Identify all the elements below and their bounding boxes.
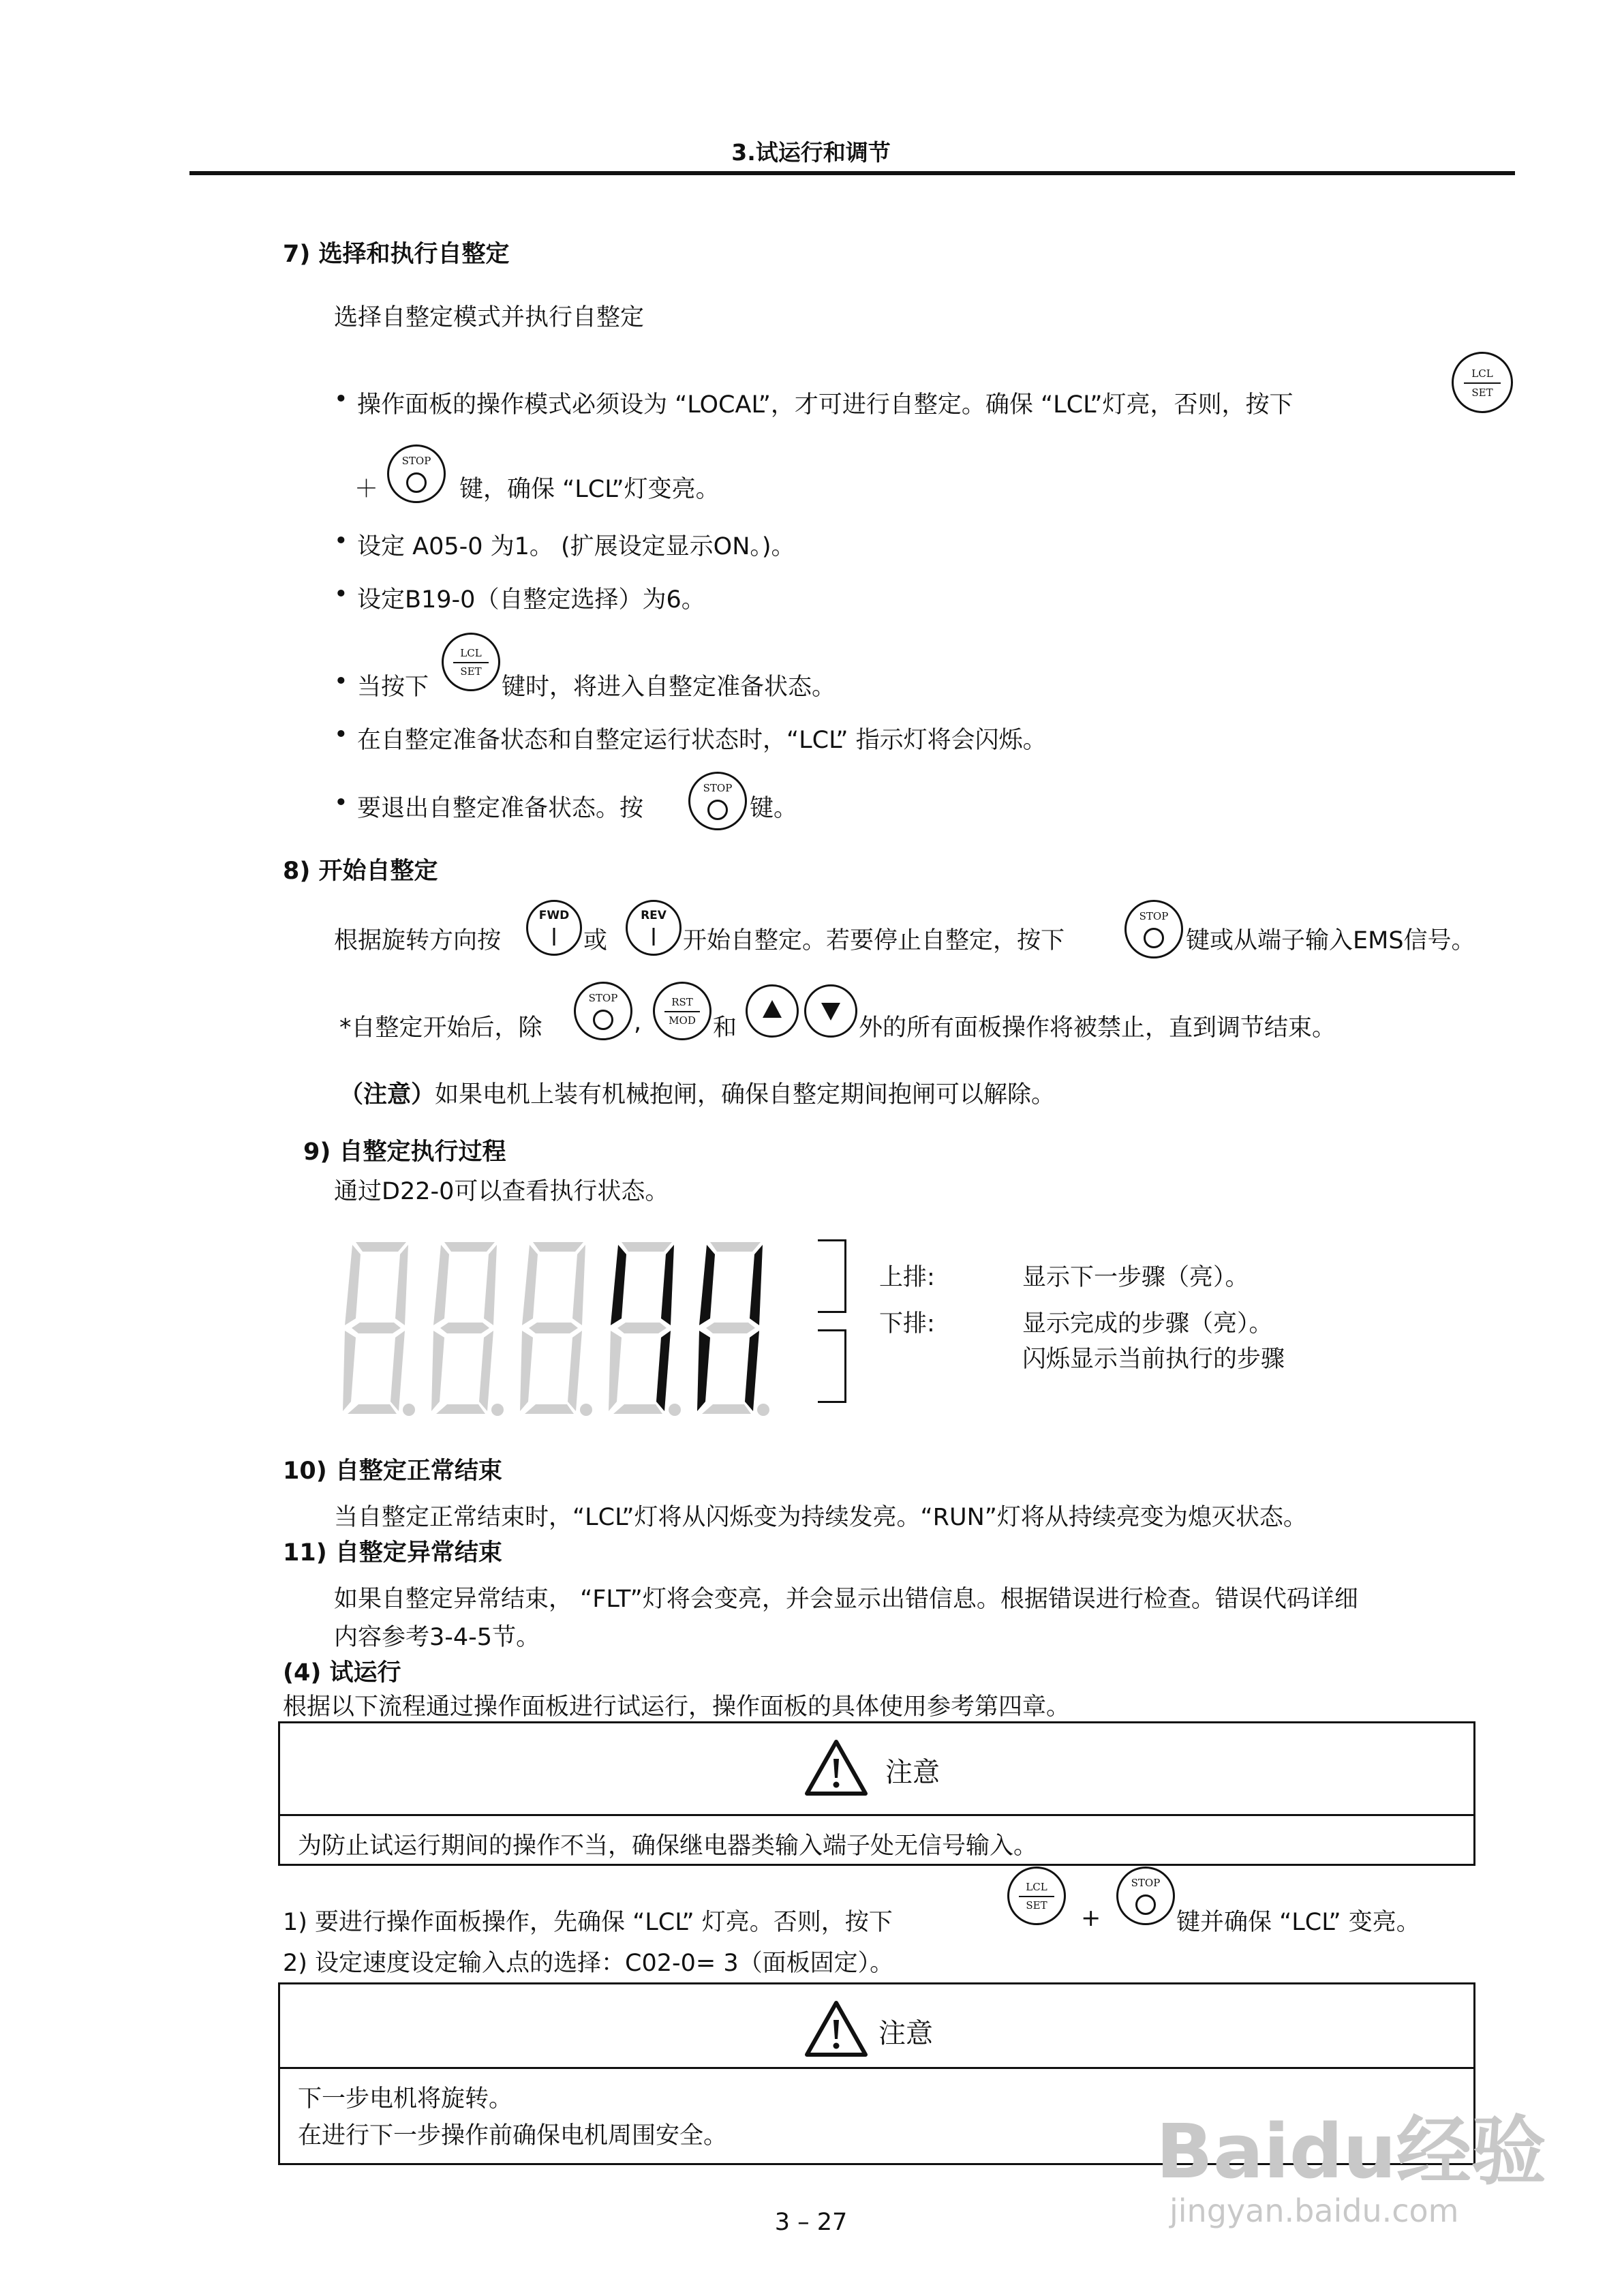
section-11-text-2: 内容参考3-4-5节。 xyxy=(334,1624,540,1651)
plus-sign: ＋ xyxy=(354,476,379,503)
decimal-point xyxy=(669,1404,681,1416)
key-label: STOP xyxy=(401,455,431,467)
bullet-2: 设定 A05-0 为1。 (扩展设定显示ON。)。 xyxy=(357,533,795,560)
bullet-6-suffix: 键。 xyxy=(750,795,798,822)
up-arrow-key-icon xyxy=(746,984,799,1038)
key-label: SET xyxy=(1471,387,1493,399)
lit-segment xyxy=(656,1331,671,1411)
lit-segment xyxy=(699,1245,715,1325)
down-arrow-key-icon xyxy=(804,984,857,1038)
key-label: RST xyxy=(671,996,693,1008)
stop-key-icon xyxy=(688,772,747,830)
bullet-1-line1: 操作面板的操作模式必须设为 “LOCAL”，才可进行自整定。确保 “LCL”灯亮，否则，按下 xyxy=(357,391,1294,419)
header-rule xyxy=(189,171,1515,175)
caution-body: 为防止试运行期间的操作不当，确保继电器类输入端子处无信号输入。 xyxy=(298,1832,1038,1860)
bullet-dot: • xyxy=(334,789,348,817)
watermark-logo: Baidu经验 xyxy=(1156,2108,1546,2195)
key-label: STOP xyxy=(1139,910,1169,922)
bullet-6-prefix: 要退出自整定准备状态。按 xyxy=(357,795,644,822)
key-label: LCL xyxy=(460,647,482,659)
lcl-set-key-icon xyxy=(442,633,500,691)
section-10-heading: 10) 自整定正常结束 xyxy=(283,1457,502,1485)
digit-5 xyxy=(697,1242,769,1416)
digit-4 xyxy=(609,1242,681,1416)
lcl-set-key-icon xyxy=(1007,1867,1066,1925)
digit-2 xyxy=(431,1242,504,1416)
section-11-text-1: 如果自整定异常结束， “FLT”灯将会变亮，并会显示出错信息。根据错误进行检查。错误代码详细 xyxy=(334,1586,1358,1613)
upper-row-bracket xyxy=(818,1239,846,1313)
key-bar xyxy=(553,928,555,946)
key-divider xyxy=(664,1011,699,1012)
caution-title: 注意 xyxy=(885,1757,940,1788)
step-1-prefix: 1) 要进行操作面板操作，先确保 “LCL” 灯亮。否则，按下 xyxy=(283,1909,893,1936)
bullet-dot: • xyxy=(334,668,348,695)
bullet-5: 在自整定准备状态和自整定运行状态时，“LCL” 指示灯将会闪烁。 xyxy=(357,727,1047,754)
up-arrow-icon xyxy=(763,1000,782,1018)
caution-title: 注意 xyxy=(878,2018,933,2049)
key-label: MOD xyxy=(669,1014,696,1027)
watermark-url: jingyan.baidu.com xyxy=(1169,2192,1459,2229)
bullet-3: 设定B19-0（自整定选择）为6。 xyxy=(357,586,705,614)
section-4-heading: (4) 试运行 xyxy=(283,1659,401,1687)
step-1-plus: + xyxy=(1081,1905,1101,1932)
section-4-text: 根据以下流程通过操作面板进行试运行，操作面板的具体使用参考第四章。 xyxy=(283,1693,1071,1721)
stop-key-icon xyxy=(387,444,446,503)
upper-row-desc: 显示下一步骤（亮）。 xyxy=(1022,1264,1249,1291)
key-label: SET xyxy=(460,665,482,678)
lower-row-desc-1: 显示完成的步骤（亮）。 xyxy=(1022,1310,1273,1338)
section-9-heading: 9) 自整定执行过程 xyxy=(303,1138,506,1166)
key-circle xyxy=(1144,928,1164,948)
lit-segment xyxy=(745,1331,759,1411)
key-label: LCL xyxy=(1026,1881,1047,1893)
lower-row-bracket xyxy=(818,1329,846,1403)
note-text: 如果电机上装有机械抱闸，确保自整定期间抱闸可以解除。 xyxy=(435,1081,1056,1108)
warning-triangle-icon xyxy=(804,1738,869,1797)
lower-row-label: 下排: xyxy=(879,1310,935,1338)
caution-divider xyxy=(280,2067,1473,2069)
bullet-4-suffix: 键时，将进入自整定准备状态。 xyxy=(502,674,836,701)
lit-segment xyxy=(611,1245,626,1325)
section-8-heading: 8) 开始自整定 xyxy=(283,858,438,885)
bullet-1-line2: 键，确保 “LCL”灯变亮。 xyxy=(459,476,720,503)
stop-key-icon xyxy=(1124,900,1183,958)
section-8-p2-c: 和 xyxy=(713,1014,737,1042)
bullet-4-prefix: 当按下 xyxy=(357,674,429,701)
key-circle xyxy=(1135,1894,1156,1915)
section-10-text: 当自整定正常结束时，“LCL”灯将从闪烁变为持续发亮。“RUN”灯将从持续亮变为熄灭状态。 xyxy=(334,1504,1307,1531)
stop-key-icon xyxy=(574,982,632,1040)
key-label: STOP xyxy=(588,992,618,1004)
bullet-dot: • xyxy=(334,386,348,413)
section-7-intro: 选择自整定模式并执行自整定 xyxy=(334,304,645,331)
caution-divider xyxy=(280,1814,1473,1816)
key-circle xyxy=(707,800,728,820)
decimal-point xyxy=(491,1404,504,1416)
digit-1 xyxy=(343,1242,415,1416)
key-label: REV xyxy=(641,909,667,922)
seven-segment-display xyxy=(334,1233,866,1423)
digit-3 xyxy=(520,1242,592,1416)
key-label: FWD xyxy=(538,909,570,922)
caution-box-1 xyxy=(278,1721,1475,1866)
section-8-p2-d: 外的所有面板操作将被禁止，直到调节结束。 xyxy=(859,1014,1336,1042)
key-label: STOP xyxy=(1131,1877,1161,1889)
running-header: 3.试运行和调节 xyxy=(731,139,891,166)
section-8-p1-d: 键或从端子输入EMS信号。 xyxy=(1186,927,1475,954)
rev-key-icon xyxy=(626,900,682,956)
note-label: （注意） xyxy=(339,1081,435,1108)
upper-row-label: 上排: xyxy=(879,1264,935,1291)
section-7-heading: 7) 选择和执行自整定 xyxy=(283,241,510,268)
section-8-p1-b: 或 xyxy=(583,927,608,954)
lit-segment xyxy=(750,1245,763,1325)
section-8-p1-a: 根据旋转方向按 xyxy=(334,927,502,954)
section-8-note xyxy=(339,1076,1055,1110)
down-arrow-icon xyxy=(821,1003,840,1021)
bullet-dot: • xyxy=(334,721,348,749)
caution-body-1: 下一步电机将旋转。 xyxy=(298,2085,513,2113)
section-8-p1-c: 开始自整定。若要停止自整定，按下 xyxy=(683,927,1065,954)
step-2: 2) 设定速度设定输入点的选择：C02-0= 3（面板固定）。 xyxy=(283,1950,894,1977)
key-circle xyxy=(593,1010,613,1030)
key-divider xyxy=(1464,382,1501,384)
section-9-text: 通过D22-0可以查看执行状态。 xyxy=(334,1178,669,1205)
stop-key-icon xyxy=(1116,1867,1175,1925)
key-label: LCL xyxy=(1471,367,1493,380)
bullet-dot: • xyxy=(334,528,348,555)
lit-segment xyxy=(661,1245,674,1325)
lit-segment xyxy=(697,1331,710,1411)
key-divider xyxy=(1019,1896,1054,1897)
bullet-dot: • xyxy=(334,581,348,608)
key-label: SET xyxy=(1026,1899,1047,1912)
section-11-heading: 11) 自整定异常结束 xyxy=(283,1539,502,1567)
warning-triangle-icon xyxy=(804,1999,869,2058)
step-1-suffix: 键并确保 “LCL” 变亮。 xyxy=(1176,1909,1420,1936)
key-circle xyxy=(406,472,427,493)
caution-body-2: 在进行下一步操作前确保电机周围安全。 xyxy=(298,2122,728,2149)
decimal-point xyxy=(580,1404,592,1416)
decimal-point xyxy=(757,1404,769,1416)
key-divider xyxy=(453,662,488,663)
section-8-p2-b: , xyxy=(634,1009,642,1036)
rst-mod-key-icon xyxy=(653,982,711,1040)
section-8-p2-a: *自整定开始后，除 xyxy=(339,1014,542,1042)
key-label: STOP xyxy=(703,782,733,794)
key-bar xyxy=(653,928,655,946)
fwd-key-icon xyxy=(526,900,582,956)
decimal-point xyxy=(403,1404,415,1416)
lcl-set-key-icon xyxy=(1452,352,1513,413)
lower-row-desc-2: 闪烁显示当前执行的步骤 xyxy=(1022,1346,1285,1373)
page-number: 3 – 27 xyxy=(774,2209,848,2236)
